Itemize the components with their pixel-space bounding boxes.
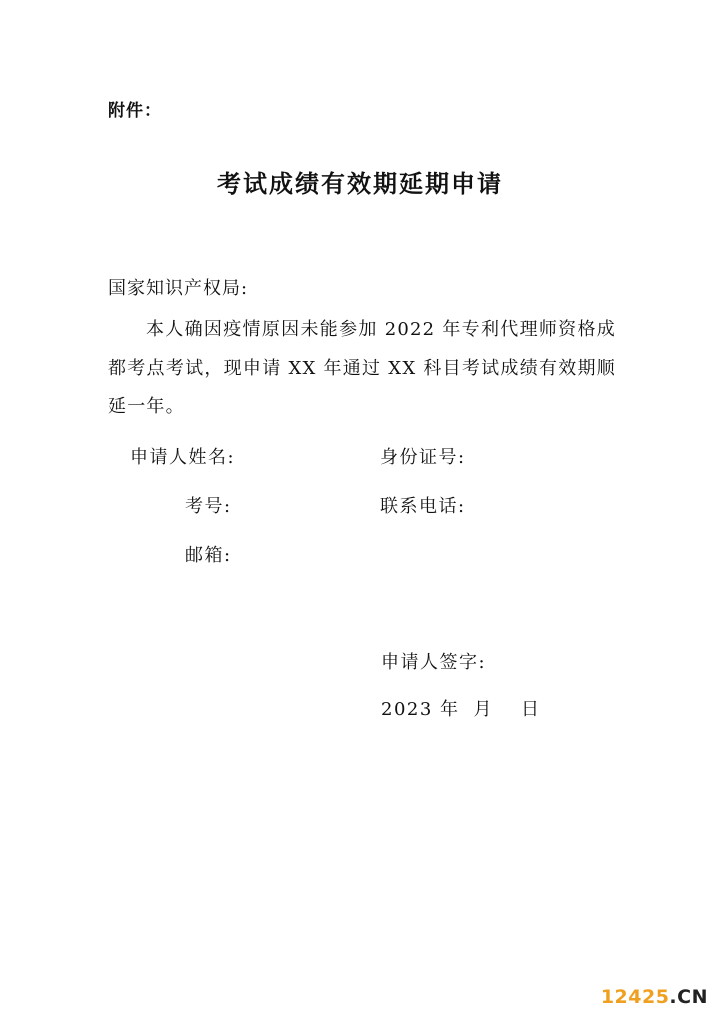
- date-year: 2023 年: [381, 699, 460, 720]
- document-title: 考试成绩有效期延期申请: [217, 170, 503, 198]
- application-body: 本人确因疫情原因未能参加 2022 年专利代理师资格成都考点考试，现申请 XX 年通过 XX 科目考试成绩有效期顺延一年。: [108, 319, 616, 417]
- date-month: 月: [473, 699, 494, 720]
- attachment-label: 附件：: [108, 101, 162, 121]
- addressee: 国家知识产权局:: [108, 278, 249, 299]
- date-day: 日: [521, 699, 541, 720]
- watermark-number: 12425: [600, 986, 670, 1008]
- date-line: [381, 695, 541, 721]
- id-number-field: 身份证号:: [380, 447, 466, 468]
- site-watermark: [601, 986, 708, 1008]
- signature-field: 申请人签字:: [381, 652, 487, 673]
- phone-field: 联系电话:: [380, 496, 466, 517]
- exam-number-field: 考号:: [185, 496, 232, 517]
- applicant-name-field: 申请人姓名:: [130, 447, 236, 468]
- watermark-tld: .CN: [669, 986, 708, 1008]
- email-field: 邮箱:: [185, 545, 232, 566]
